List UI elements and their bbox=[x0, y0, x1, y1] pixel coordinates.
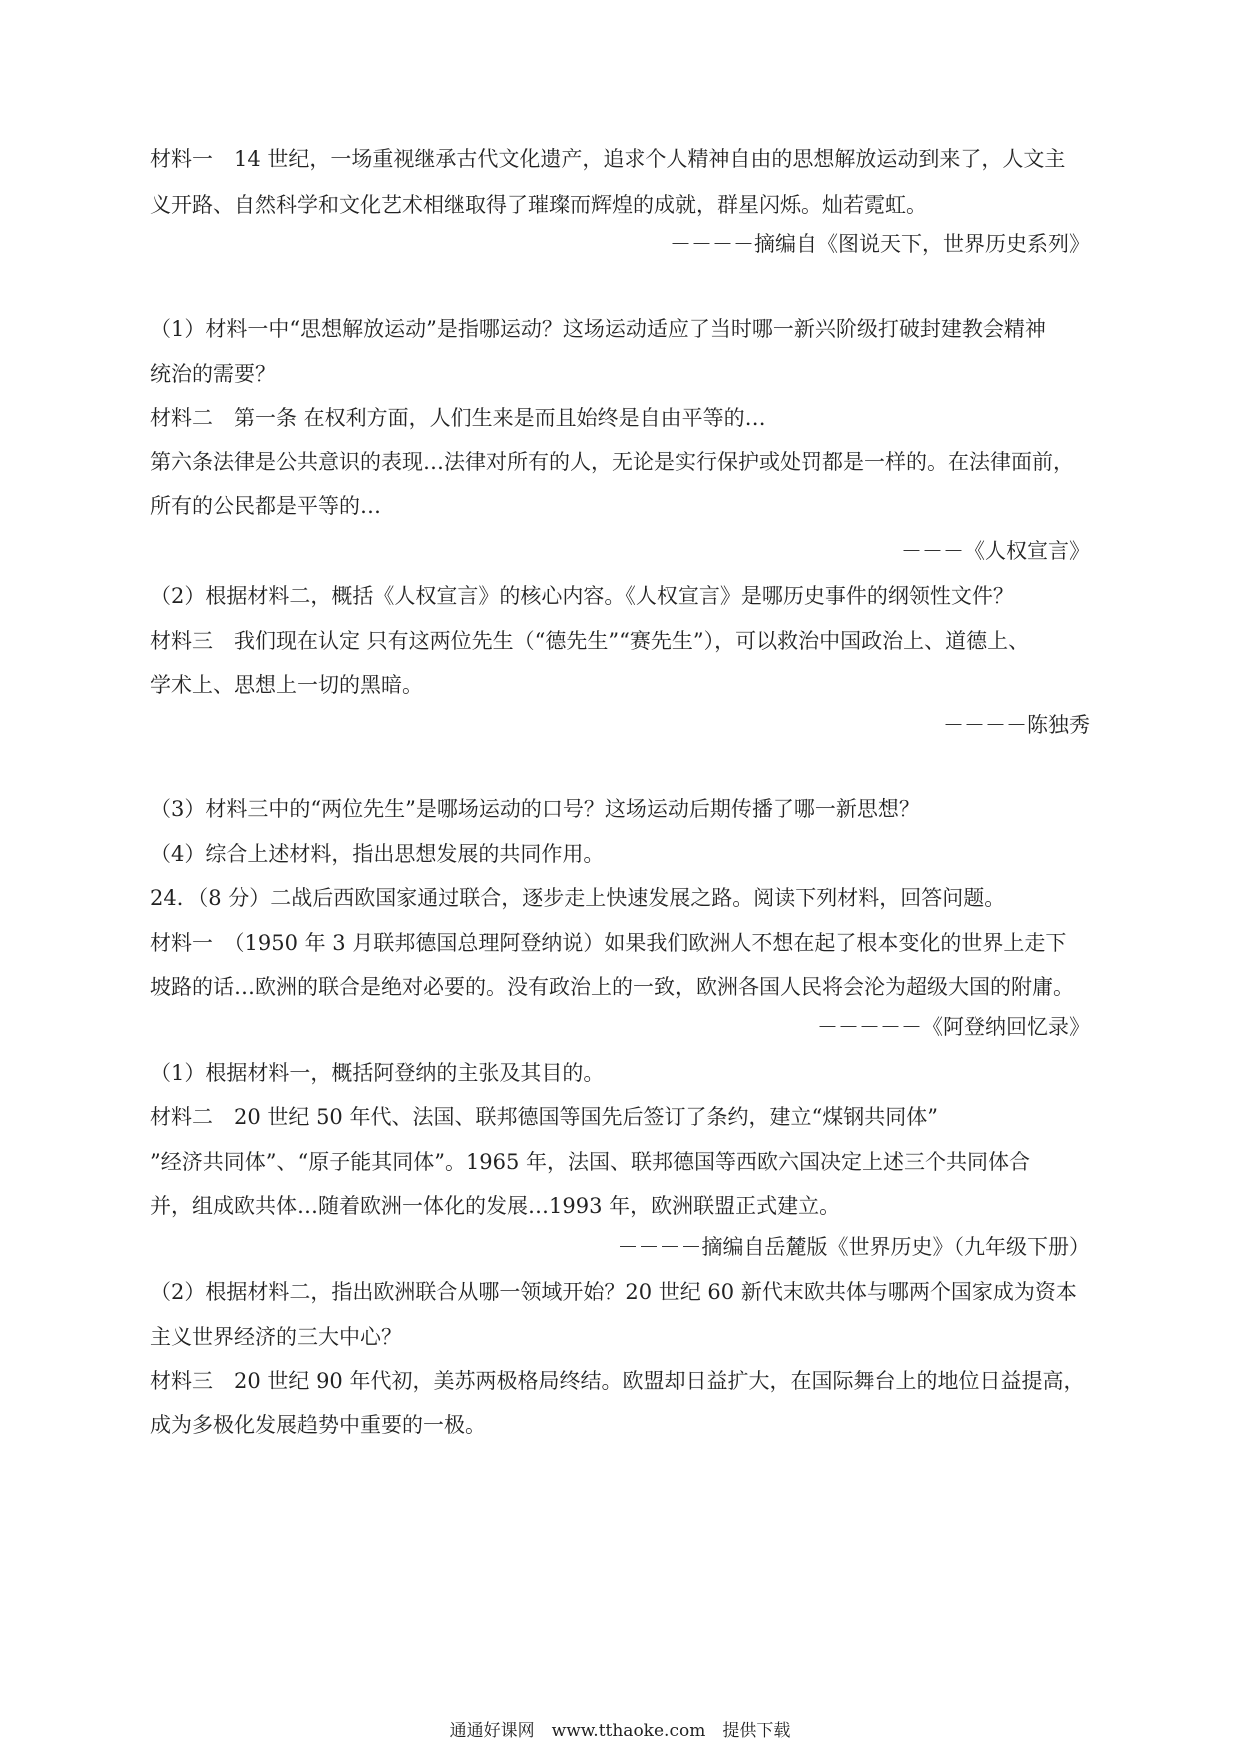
material-2-line-1: 材料二 第一条 在权利方面，人们生来是而且始终是自由平等的… bbox=[150, 406, 766, 430]
q24-material-1-line-1: 材料一 （1950 年 3 月联邦德国总理阿登纳说）如果我们欧洲人不想在起了根本变化的世界上走下 bbox=[150, 931, 1067, 955]
question-24-heading: 24．（8 分）二战后西欧国家通过联合，逐步走上快速发展之路。阅读下列材料，回答问题。 bbox=[150, 886, 1006, 910]
q24-material-3-line-1: 材料三 20 世纪 90 年代初，美苏两极格局终结。欧盟却日益扩大，在国际舞台上的地位日益提高， bbox=[150, 1369, 1085, 1393]
question-1-4: （4）综合上述材料，指出思想发展的共同作用。 bbox=[150, 842, 605, 866]
question-1-2: （2）根据材料二，概括《人权宣言》的核心内容。《人权宣言》是哪历史事件的纲领性文件？ bbox=[150, 584, 1014, 608]
q24-material-3-line-2: 成为多极化发展趋势中重要的一极。 bbox=[150, 1413, 486, 1437]
material-2-line-2: 第六条法律是公共意识的表现…法律对所有的人，无论是实行保护或处罚都是一样的。在法律面前， bbox=[150, 450, 1074, 474]
material-1-line-2: 义开路、自然科学和文化艺术相继取得了璀璨而辉煌的成就，群星闪烁。灿若霓虹。 bbox=[150, 193, 927, 217]
q24-material-2-source: －－－－摘编自岳麓版《世界历史》（九年级下册） bbox=[617, 1235, 1090, 1259]
material-2-source: －－－《人权宣言》 bbox=[901, 539, 1090, 563]
question-1-1-line-2: 统治的需要？ bbox=[150, 362, 276, 386]
page-footer: 通通好课网 www.tthaoke.com 提供下载 bbox=[449, 1721, 791, 1741]
q24-material-2-line-2: ”经济共同体”、“原子能其同体”。1965 年，法国、联邦德国等西欧六国决定上述三个共同体合 bbox=[150, 1150, 1031, 1174]
q24-material-2-line-1: 材料二 20 世纪 50 年代、法国、联邦德国等国先后签订了条约，建立“煤钢共同体” bbox=[150, 1105, 938, 1129]
question-24-2-line-1: （2）根据材料二，指出欧洲联合从哪一领域开始？20 世纪 60 新代末欧共体与哪两个国家成为资本 bbox=[150, 1280, 1077, 1304]
material-3-source: －－－－陈独秀 bbox=[943, 713, 1090, 737]
question-24-2-line-2: 主义世界经济的三大中心？ bbox=[150, 1325, 402, 1349]
material-2-line-3: 所有的公民都是平等的… bbox=[150, 494, 381, 518]
q24-material-2-line-3: 并，组成欧共体…随着欧洲一体化的发展…1993 年，欧洲联盟正式建立。 bbox=[150, 1194, 841, 1218]
material-1-line-1: 材料一 14 世纪，一场重视继承古代文化遗产，追求个人精神自由的思想解放运动到来了，人文主 bbox=[150, 147, 1066, 171]
question-1-3: （3）材料三中的“两位先生”是哪场运动的口号？这场运动后期传播了哪一新思想？ bbox=[150, 797, 920, 821]
material-1-source: －－－－摘编自《图说天下，世界历史系列》 bbox=[670, 232, 1090, 256]
q24-material-1-line-2: 坡路的话…欧洲的联合是绝对必要的。没有政治上的一致，欧洲各国人民将会沦为超级大国的附庸。 bbox=[150, 975, 1074, 999]
material-3-line-2: 学术上、思想上一切的黑暗。 bbox=[150, 673, 423, 697]
question-24-1: （1）根据材料一，概括阿登纳的主张及其目的。 bbox=[150, 1061, 605, 1085]
q24-material-1-source: －－－－－《阿登纳回忆录》 bbox=[817, 1015, 1090, 1039]
material-3-line-1: 材料三 我们现在认定 只有这两位先生（“德先生”“赛先生”），可以救治中国政治上、道德上、 bbox=[150, 629, 1030, 653]
question-1-1-line-1: （1）材料一中“思想解放运动”是指哪运动？这场运动适应了当时哪一新兴阶级打破封建教会精神 bbox=[150, 317, 1046, 341]
